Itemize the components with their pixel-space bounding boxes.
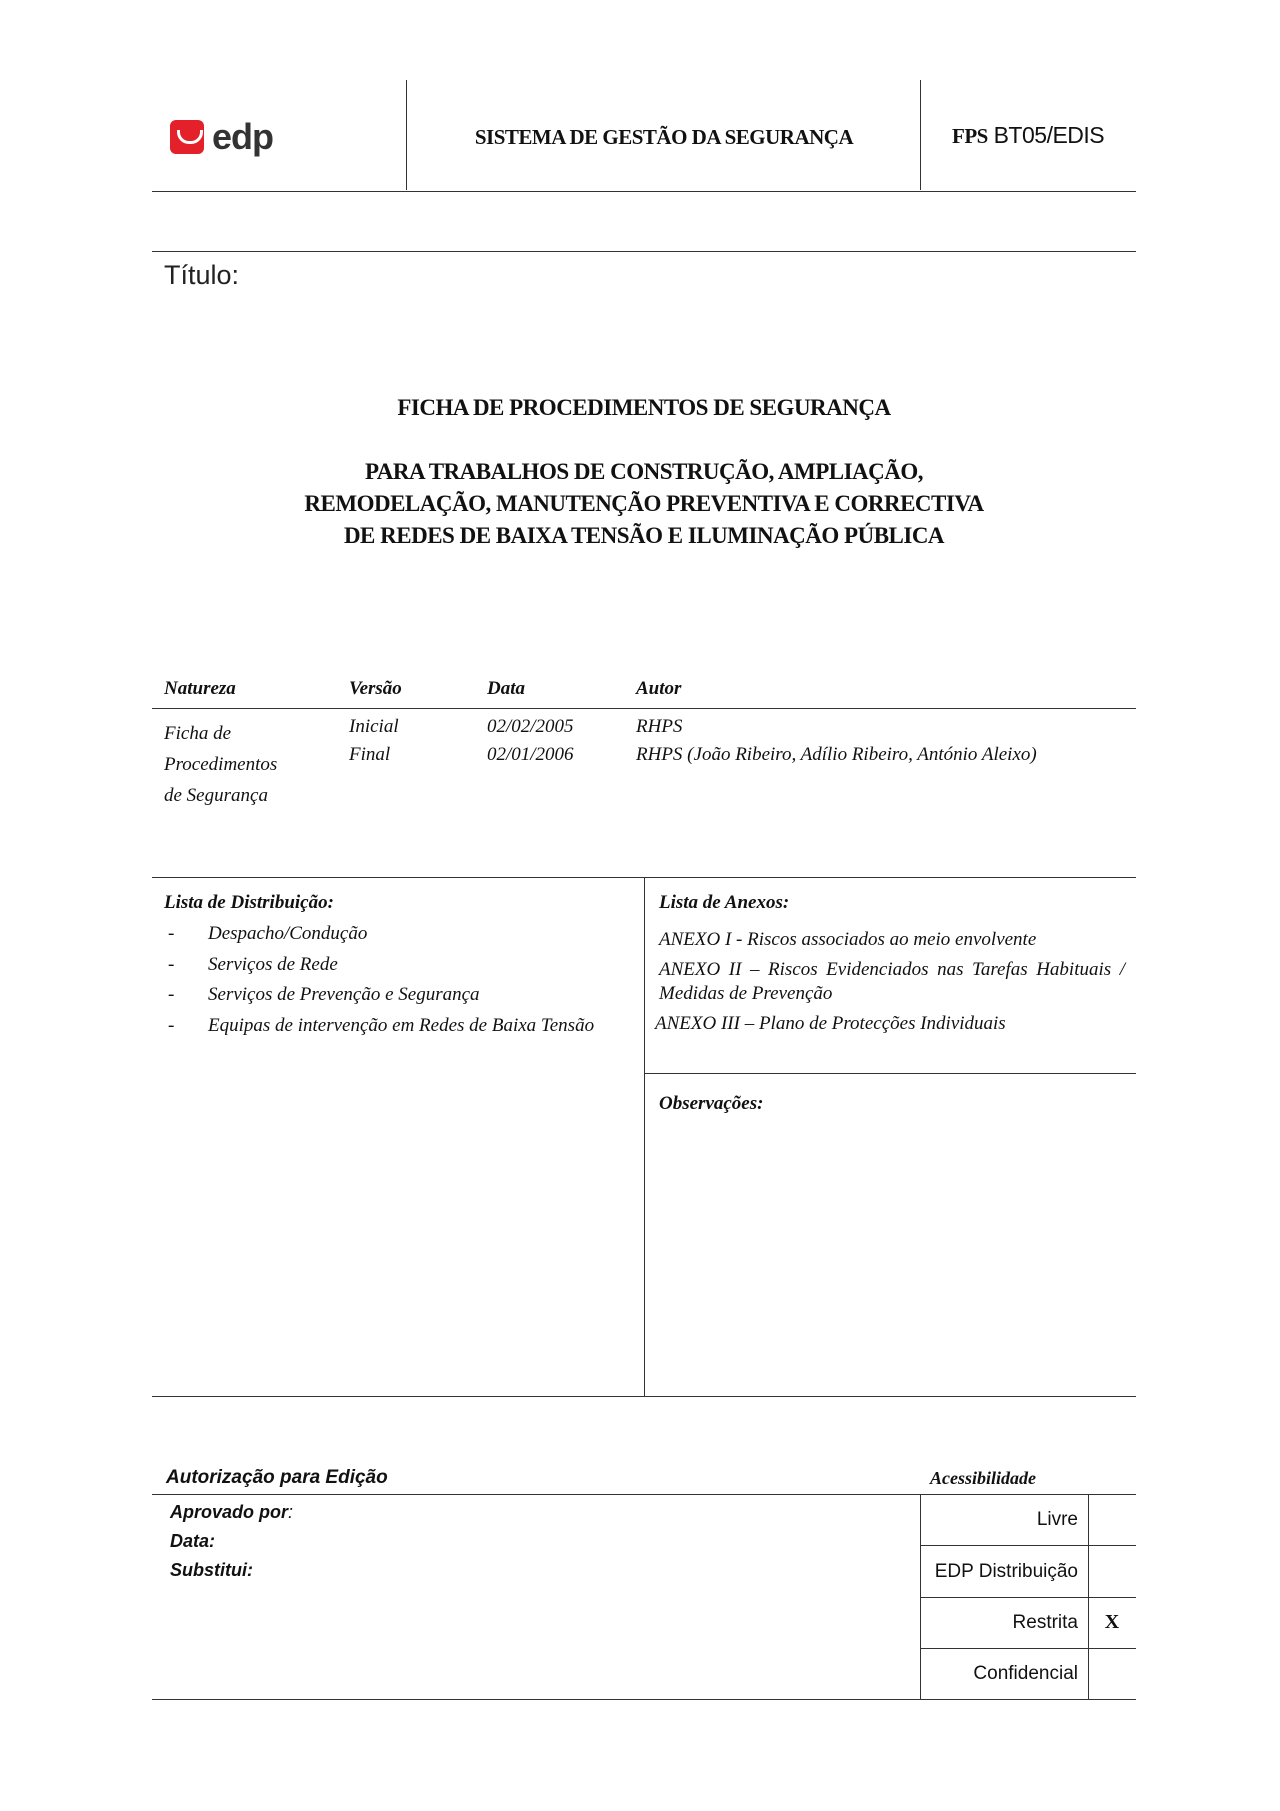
natureza-line: Procedimentos <box>164 754 278 775</box>
list-item: - Serviços de Prevenção e Segurança <box>168 983 628 1006</box>
accessibility-row-rule <box>920 1648 1136 1649</box>
meta-table-rule <box>152 708 1136 709</box>
replaces-label: Substitui <box>170 1560 247 1580</box>
system-title: SISTEMA DE GESTÃO DA SEGURANÇA <box>474 125 854 149</box>
list-item: - Despacho/Condução <box>168 922 628 945</box>
header-divider <box>406 80 407 190</box>
approved-by-label: Aprovado por <box>170 1502 289 1522</box>
title-label: Título: <box>164 260 240 290</box>
observations-heading: Observações: <box>659 1093 764 1114</box>
document-title: FICHA DE PROCEDIMENTOS DE SEGURANÇA <box>397 395 891 420</box>
header-data: Data <box>487 678 525 699</box>
edp-logo <box>170 116 273 158</box>
subtitle-line: REMODELAÇÃO, MANUTENÇÃO PREVENTIVA E CORRECTIVA <box>304 491 984 516</box>
accessibility-option-restrita: Restrita <box>1012 1612 1078 1633</box>
replaces-field: Substitui: <box>170 1560 253 1580</box>
natureza-line: Ficha de <box>164 723 232 744</box>
distribution-item-text: Serviços de Prevenção e Segurança <box>208 984 480 1005</box>
accessibility-option-edp-distribuicao: EDP Distribuição <box>934 1561 1078 1582</box>
document-code-number: BT05/EDIS <box>993 122 1105 148</box>
subtitle-line: DE REDES DE BAIXA TENSÃO E ILUMINAÇÃO PÚBLICA <box>343 523 945 548</box>
annex-item: ANEXO III – Plano de Protecções Individuais <box>655 1013 1006 1034</box>
header-versao: Versão <box>349 678 402 699</box>
distribution-heading: Lista de Distribuição: <box>164 892 334 913</box>
distribution-item-text: Despacho/Condução <box>208 923 368 944</box>
lists-divider <box>644 877 645 1397</box>
document-code-prefix: FPS <box>952 124 988 148</box>
annex-item: ANEXO II – Riscos Evidenciados nas Tarefas Habituais / Medidas de Prevenção <box>659 959 1125 1004</box>
authorization-heading: Autorização para Edição <box>166 1467 388 1488</box>
header-natureza: Natureza <box>164 678 236 699</box>
logo-text: edp <box>212 116 274 157</box>
distribution-item-text: Equipas de intervenção em Redes de Baixa Tensão <box>208 1015 595 1036</box>
header-divider <box>920 80 921 190</box>
footer-top-rule <box>152 1494 1136 1495</box>
title-top-rule <box>152 251 1136 252</box>
version-cell: Inicial <box>349 716 399 737</box>
header-autor: Autor <box>636 678 682 699</box>
accessibility-heading: Acessibilidade <box>930 1468 1036 1488</box>
edp-smile-icon <box>170 120 204 154</box>
list-item: - Serviços de Rede <box>168 953 628 976</box>
document-code <box>952 122 1104 149</box>
accessibility-option-confidencial: Confidencial <box>973 1663 1078 1684</box>
date-label: Data <box>170 1531 210 1551</box>
distribution-item-text: Serviços de Rede <box>208 954 338 975</box>
lists-bottom-rule <box>152 1396 1136 1397</box>
accessibility-mark: X <box>1104 1611 1120 1633</box>
observations-top-rule <box>645 1073 1136 1074</box>
date-cell: 02/01/2006 <box>487 744 574 765</box>
author-cell: RHPS (João Ribeiro, Adílio Ribeiro, António Aleixo) <box>636 744 1037 765</box>
date-field: Data: <box>170 1531 216 1551</box>
version-cell: Final <box>349 744 391 765</box>
annexes-heading: Lista de Anexos: <box>659 892 790 913</box>
accessibility-option-livre: Livre <box>1036 1509 1078 1530</box>
header-bottom-rule <box>152 191 1136 192</box>
footer-bottom-rule <box>152 1699 1136 1700</box>
accessibility-row-rule <box>920 1545 1136 1546</box>
subtitle-line: PARA TRABALHOS DE CONSTRUÇÃO, AMPLIAÇÃO, <box>364 459 924 484</box>
accessibility-row-rule <box>920 1597 1136 1598</box>
approved-by-field: Aprovado por: <box>170 1502 294 1522</box>
natureza-line: de Segurança <box>164 785 268 806</box>
natureza-cell <box>164 718 277 811</box>
author-cell: RHPS <box>636 716 683 737</box>
list-item: - Equipas de intervenção em Redes de Baixa Tensão <box>168 1014 628 1037</box>
annex-item: ANEXO I - Riscos associados ao meio envolvente <box>659 929 1037 950</box>
date-cell: 02/02/2005 <box>487 716 574 737</box>
